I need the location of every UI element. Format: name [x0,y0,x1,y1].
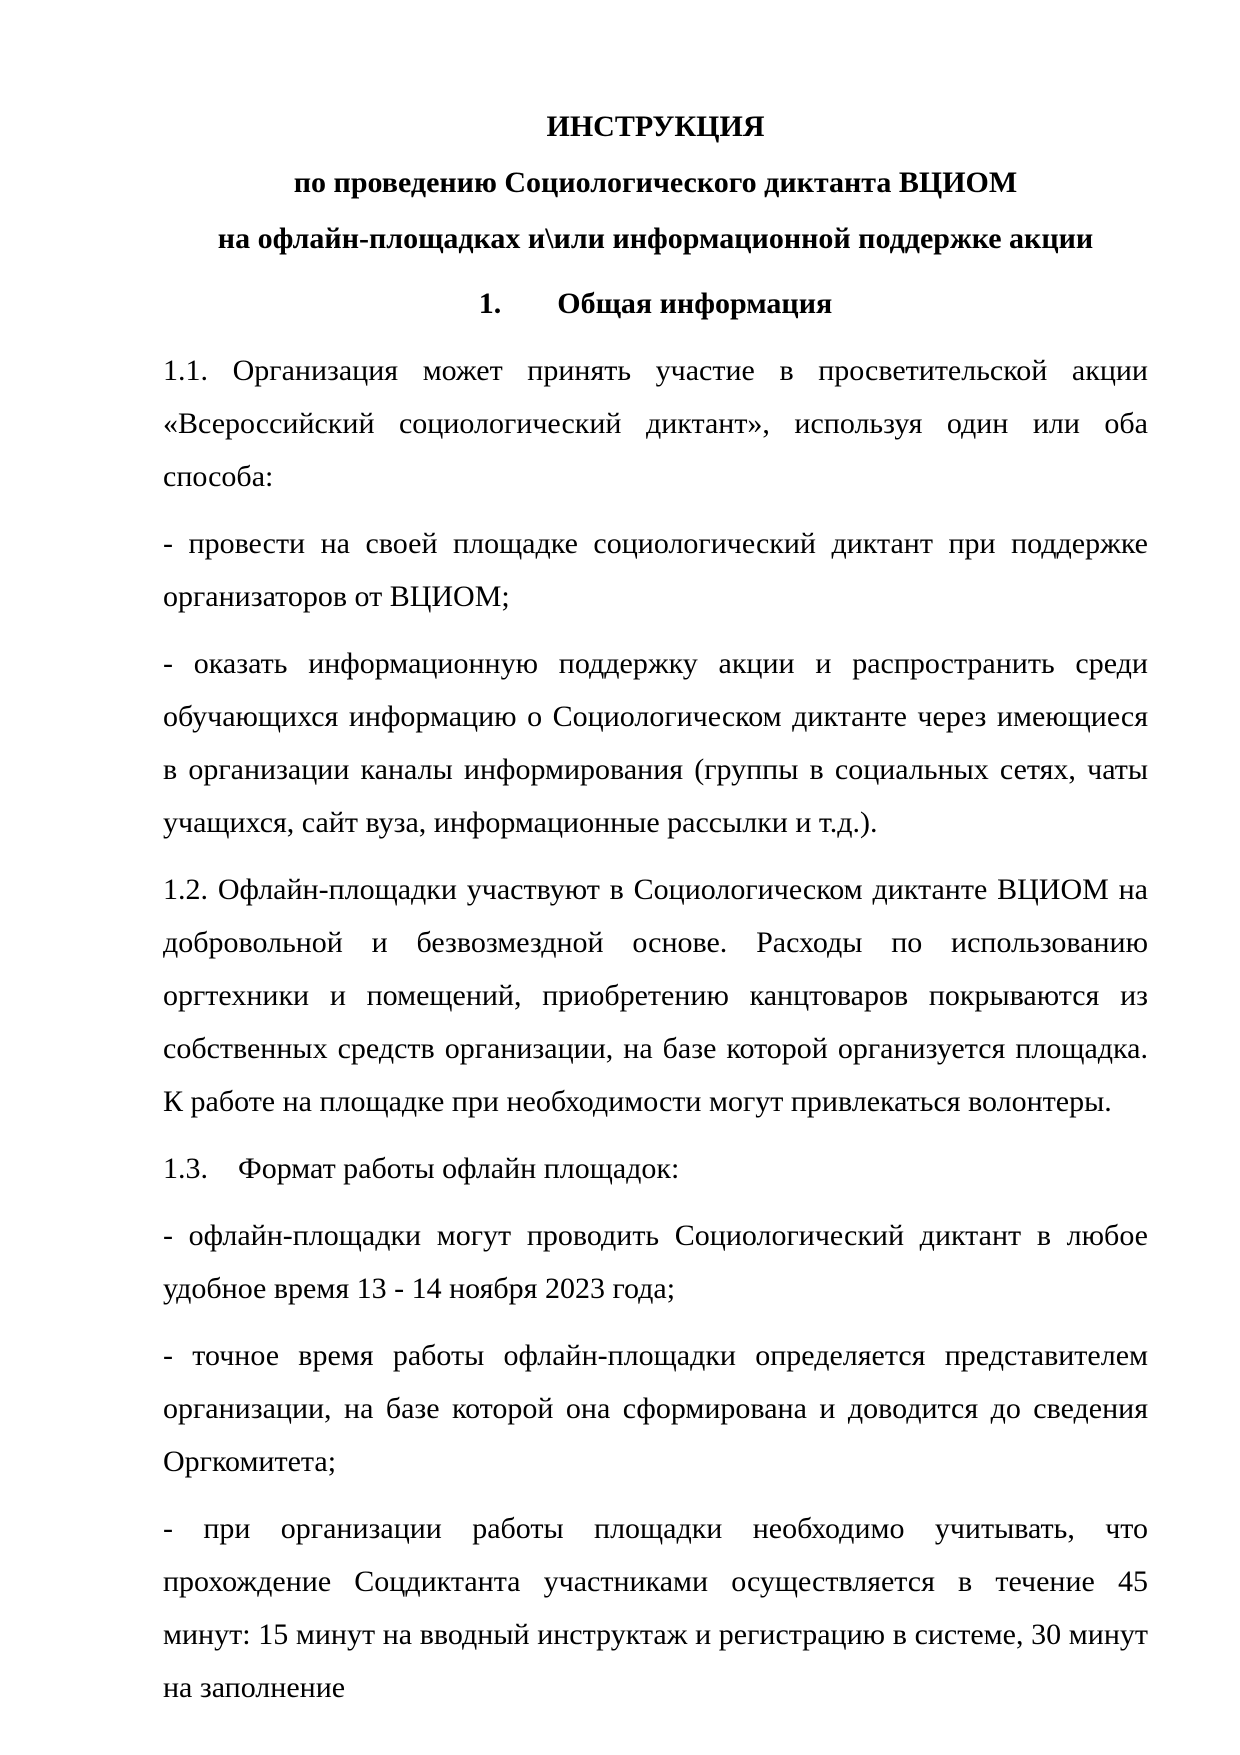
section-heading-number: 1. [478,287,502,320]
paragraph-1-1: 1.1. Организация может принять участие в просветительской акции «Всероссийский социологический диктант», используя один или оба способа: [163,354,1148,493]
title-line-3: на офлайн-площадках и\или информационной поддержке акции [217,222,1094,255]
bullet-working-time: - точное время работы офлайн-площадки определяется представителем организации, на базе которой она сформирована и доводится до сведения Оргкомитета; [163,1339,1148,1478]
paragraph-1-2: 1.2. Офлайн-площадки участвуют в Социологическом диктанте ВЦИОМ на добровольной и безвозмездной основе. Расходы по использованию оргтехники и помещений, приобретению канцтоваров покрываются из собственных средств организации, на базе которой организуется площадка. К работе на площадке при необходимости могут привлекаться волонтеры. [163,873,1148,1118]
document-title [163,99,1148,267]
bullet-duration-45-minutes: - при организации работы площадки необходимо учитывать, что прохождение Соцдиктанта участниками осуществляется в течение 45 минут: 15 минут на вводный инструктаж и регистрацию в системе, 30 минут на заполнение [163,1512,1148,1704]
paragraph-1-3: 1.3. Формат работы офлайн площадок: [163,1152,680,1185]
bullet-information-support: - оказать информационную поддержку акции и распространить среди обучающихся информацию о Социологическом диктанте через имеющиеся в организации каналы информирования (группы в социальных сетях, чаты учащихся, сайт вуза, информационные рассылки и т.д.). [163,647,1148,839]
bullet-dictation-dates: - офлайн-площадки могут проводить Социологический диктант в любое удобное время 13 - 14 ноября 2023 года; [163,1219,1148,1305]
title-line-2: по проведению Социологического диктанта ВЦИОМ [293,166,1018,199]
bullet-conduct-dictation: - провести на своей площадке социологический диктант при поддержке организаторов от ВЦИОМ; [163,527,1148,613]
section-heading [163,277,1148,330]
section-heading-text: Общая информация [557,287,833,320]
title-line-1: ИНСТРУКЦИЯ [546,110,765,143]
